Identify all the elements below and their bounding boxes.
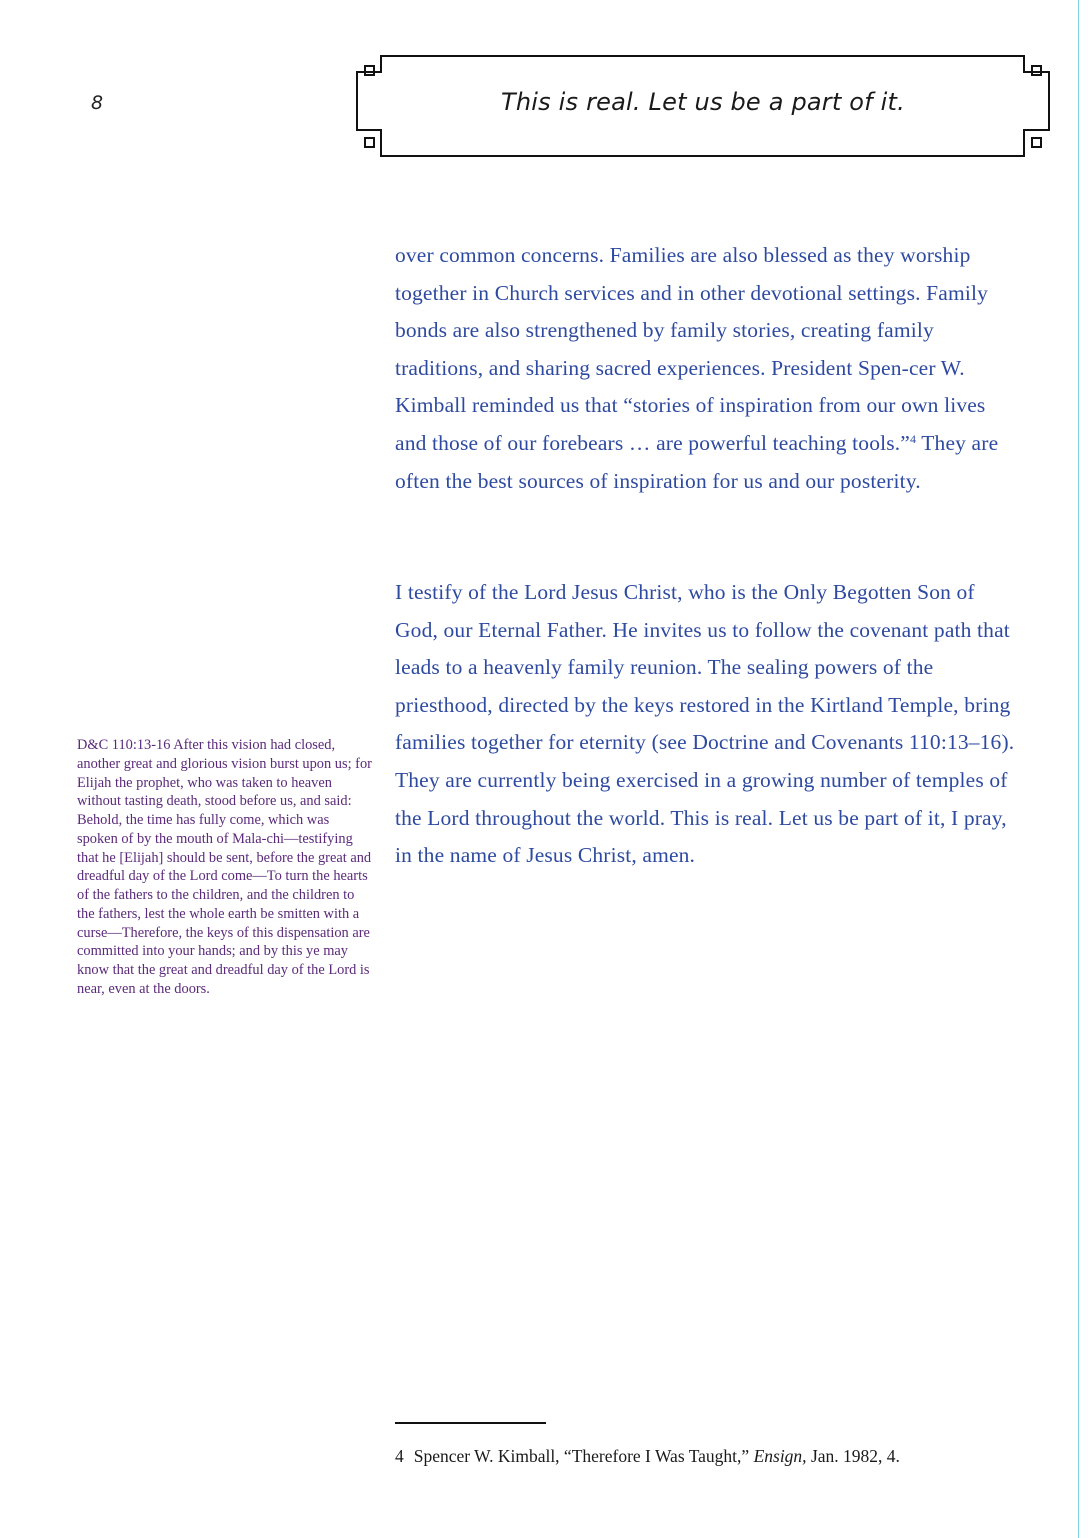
page-edge-rule [1078, 0, 1079, 1538]
footnote-reference[interactable]: 4 [909, 431, 917, 446]
body-paragraph-1 [395, 237, 1017, 500]
footnote-divider [395, 1422, 546, 1424]
paragraph-1-text-a: over common concerns. Families are also blessed as they worship together in Church services and in other devotional settings. Family bonds are also strengthened by family stories, creating family traditions, and sharing sacred experiences. President Spen-cer W. Kimball reminded us that “stories of inspiration from our own lives and those of our forebears … are powerful teaching tools.” [395, 243, 988, 455]
paragraph-1-text-b: They are often the best sources of inspiration for us and our posterity. [395, 430, 999, 493]
footnote-text-a: Spencer W. Kimball, “Therefore I Was Taught,” [413, 1446, 754, 1466]
footnote-text-b: Jan. 1982, 4. [806, 1446, 900, 1466]
page-number: 8 [91, 92, 104, 114]
body-paragraph-2: I testify of the Lord Jesus Christ, who is the Only Begotten Son of God, our Eternal Father. He invites us to follow the covenant path that leads to a heavenly family reunion. The sealing powers of the priesthood, directed by the keys restored in the Kirtland Temple, bring families together for eternity (see Doctrine and Covenants 110:13–16). They are currently being exercised in a growing number of temples of the Lord throughout the world. This is real. Let us be part of it, I pray, in the name of Jesus Christ, amen. [395, 580, 1015, 868]
header-banner [355, 54, 1051, 158]
header-title: This is real. Let us be a part of it. [501, 88, 905, 116]
sidebar-scripture: D&C 110:13-16 After this vision had closed, another great and glorious vision burst upon us; for Elijah the prophet, who was taken to heaven without tasting death, stood before us, and said: Behold, the time has fully come, which was spoken of by the mouth of Mala-chi—testifying that he [Elijah] should be sent, before the great and dreadful day of the Lord come—To turn the hearts of the fathers to the children, and the children to the fathers, lest the whole earth be smitten with a curse—Therefore, the keys of this dispensation are committed into your hands; and by this ye may know that the great and dreadful day of the Lord is near, even at the doors. [77, 737, 372, 997]
footnote-publication: Ensign, [753, 1446, 807, 1466]
footnote-number: 4 [395, 1446, 404, 1466]
footnote [395, 1446, 900, 1467]
